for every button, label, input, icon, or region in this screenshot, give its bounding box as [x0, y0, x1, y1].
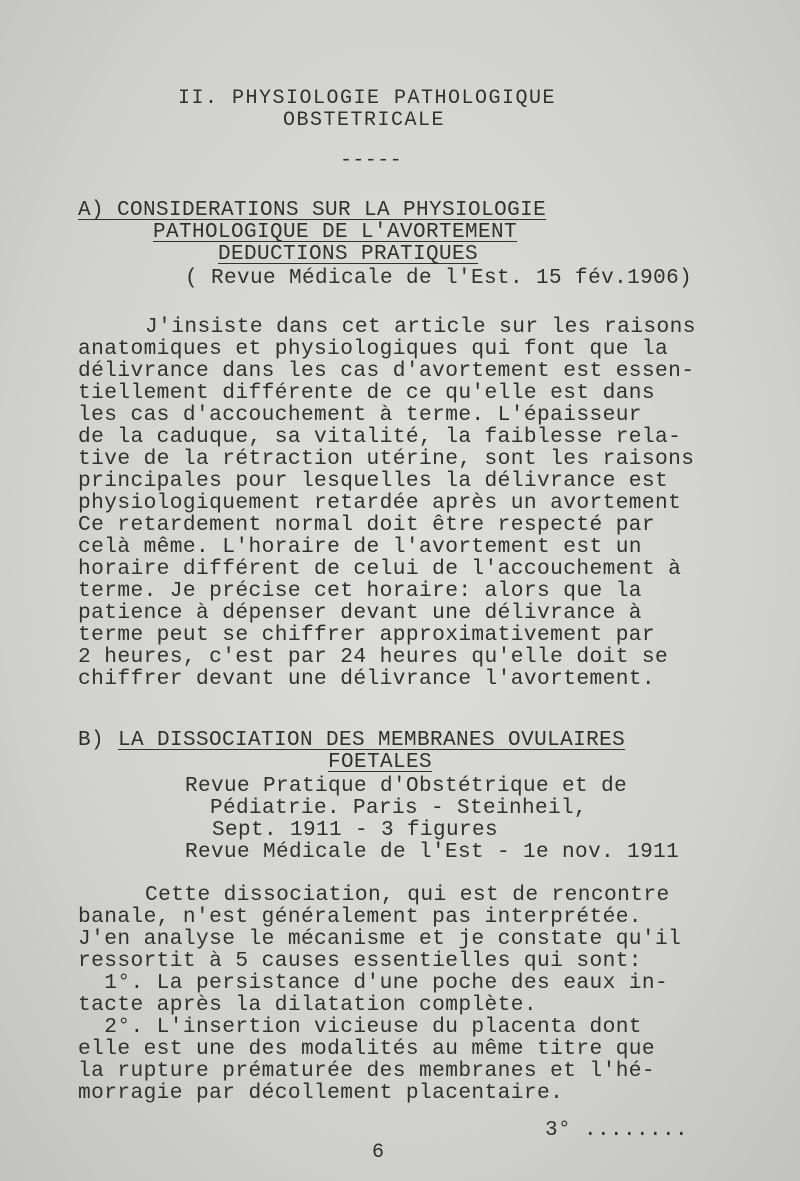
paragraph-line: tacte après la dilatation complète.: [78, 993, 538, 1017]
section-b-heading: LA DISSOCIATION DES MEMBRANES OVULAIRES: [118, 729, 626, 752]
paragraph-line: J'en analyse le mécanisme et je constate qu'il: [78, 927, 682, 951]
section-b-reference: Pédiatrie. Paris - Steinheil,: [210, 797, 588, 820]
section-b-label: B): [78, 729, 105, 752]
section-b-reference: Revue Médicale de l'Est - 1e nov. 1911: [185, 841, 680, 864]
paragraph-line: elle est une des modalités au même titre que: [78, 1037, 656, 1061]
paragraph-line: physiologiquement retardée après un avortement: [78, 491, 682, 515]
paragraph-line: 2°. L'insertion vicieuse du placenta dont: [78, 1015, 642, 1039]
continuation-marker: 3° ........: [545, 1119, 689, 1142]
paragraph-line: principales pour lesquelles la délivrance est: [78, 469, 669, 493]
separator: -----: [340, 149, 403, 172]
section-b-reference: Sept. 1911 - 3 figures: [212, 819, 499, 842]
page-number: 6: [372, 1141, 385, 1164]
paragraph-line: tiellement différente de ce qu'elle est dans: [78, 381, 656, 405]
section-a-heading: PATHOLOGIQUE DE L'AVORTEMENT: [153, 221, 518, 244]
paragraph-line: la rupture prématurée des membranes et l'hé-: [78, 1059, 656, 1083]
paragraph-line: terme. Je précise cet horaire: alors que la: [78, 579, 642, 603]
paragraph-line: morragie par décollement placentaire.: [78, 1081, 564, 1105]
paragraph-line: ressortit à 5 causes essentielles qui sont:: [78, 949, 642, 973]
section-b-heading: FOETALES: [328, 751, 433, 774]
paragraph-line: J'insiste dans cet article sur les raisons: [145, 315, 696, 339]
paragraph-line: délivrance dans les cas d'avortement est essen-: [78, 359, 695, 383]
paragraph-line: 2 heures, c'est par 24 heures qu'elle doit se: [78, 645, 669, 669]
paragraph-line: les cas d'accouchement à terme. L'épaisseur: [78, 403, 642, 427]
paragraph-line: patience à dépenser devant une délivrance à: [78, 601, 642, 625]
chapter-title: II. PHYSIOLOGIE PATHOLOGIQUE: [178, 87, 557, 110]
paragraph-line: banale, n'est généralement pas interprétée.: [78, 905, 642, 929]
paragraph-line: terme peut se chiffrer approximativement par: [78, 623, 656, 647]
section-b-reference: Revue Pratique d'Obstétrique et de: [185, 775, 628, 798]
paragraph-line: 1°. La persistance d'une poche des eaux in-: [78, 971, 669, 995]
paragraph-line: celà même. L'horaire de l'avortement est un: [78, 535, 642, 559]
section-a-heading: A) CONSIDERATIONS SUR LA PHYSIOLOGIE: [78, 199, 547, 222]
paragraph-line: anatomiques et physiologiques qui font que la: [78, 337, 669, 361]
paragraph-line: horaire différent de celui de l'accouchement à: [78, 557, 682, 581]
paragraph-line: Cette dissociation, qui est de rencontre: [145, 883, 670, 907]
paragraph-line: de la caduque, sa vitalité, la faiblesse rela-: [78, 425, 682, 449]
paragraph-line: tive de la rétraction utérine, sont les raisons: [78, 447, 695, 471]
chapter-subtitle: OBSTETRICALE: [283, 109, 446, 132]
paragraph-line: chiffrer devant une délivrance l'avortement.: [78, 667, 656, 691]
section-a-heading: DEDUCTIONS PRATIQUES: [218, 243, 479, 266]
paragraph-line: Ce retardement normal doit être respecté par: [78, 513, 656, 537]
section-a-reference: ( Revue Médicale de l'Est. 15 fév.1906): [185, 267, 693, 290]
